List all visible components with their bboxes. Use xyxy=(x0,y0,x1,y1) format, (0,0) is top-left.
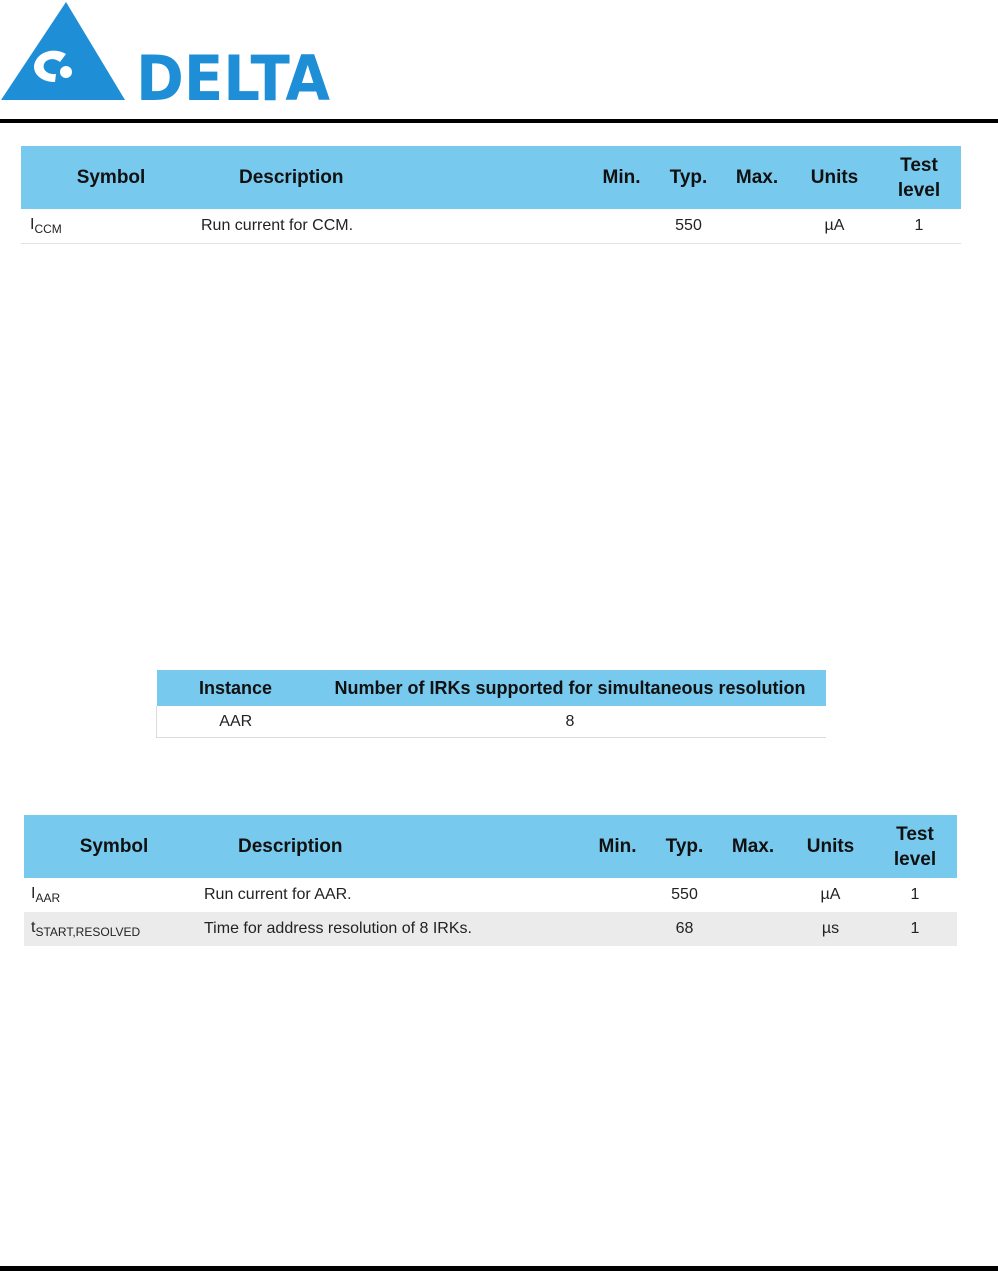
table-row xyxy=(24,912,957,946)
table-header-row xyxy=(157,670,826,706)
table-row xyxy=(24,878,957,912)
logo-wordmark: DELTA xyxy=(136,42,331,104)
description-cell: Run current for CCM. xyxy=(201,209,588,244)
symbol-cell: $t_{START,RESOLVED}$ xyxy=(24,912,204,946)
table-header-row xyxy=(24,815,957,878)
col-typ: Typ. xyxy=(651,815,718,878)
min-cell xyxy=(588,209,655,244)
col-typ: Typ. xyxy=(655,146,722,209)
col-units: Units xyxy=(788,815,873,878)
header-rule xyxy=(0,119,998,123)
table-row xyxy=(157,706,826,738)
ccm-current-table xyxy=(21,146,961,244)
col-symbol: Symbol xyxy=(21,146,201,209)
col-test-level: Test level xyxy=(877,146,961,209)
irk-instance-table xyxy=(156,670,826,738)
description-cell: Run current for AAR. xyxy=(204,886,352,903)
col-symbol: Symbol xyxy=(24,815,204,878)
col-test-level: Test level xyxy=(873,815,957,878)
symbol-cell: $I_{CCM}$ xyxy=(21,209,201,244)
units-cell: µA xyxy=(820,886,841,903)
max-cell xyxy=(718,912,788,946)
col-units: Units xyxy=(792,146,877,209)
aar-current-table xyxy=(24,815,957,946)
max-cell xyxy=(722,209,792,244)
table-header-row xyxy=(21,146,961,209)
col-description: Description xyxy=(201,146,588,209)
instance-cell: AAR xyxy=(157,706,315,738)
typ-cell: 550 xyxy=(655,209,722,244)
symbol-cell: $I_{AAR}$ xyxy=(31,885,61,905)
logo-triangle xyxy=(1,2,125,100)
units-cell: µA xyxy=(792,209,877,244)
col-max: Max. xyxy=(722,146,792,209)
min-cell xyxy=(584,912,651,946)
typ-cell: 68 xyxy=(651,912,718,946)
col-max: Max. xyxy=(718,815,788,878)
col-irk-count: Number of IRKs supported for simultaneous resolution xyxy=(315,670,826,706)
test-level-cell: 1 xyxy=(873,912,957,946)
footer-rule xyxy=(0,1266,998,1271)
units-cell: µs xyxy=(788,912,873,946)
logo-dot xyxy=(60,66,72,78)
delta-logo xyxy=(0,0,332,104)
col-description: Description xyxy=(204,815,584,878)
col-min: Min. xyxy=(584,815,651,878)
max-cell xyxy=(718,878,788,912)
col-instance: Instance xyxy=(157,670,315,706)
min-cell xyxy=(584,878,651,912)
col-min: Min. xyxy=(588,146,655,209)
test-level-cell: 1 xyxy=(877,209,961,244)
test-level-cell: 1 xyxy=(910,886,920,903)
table-row xyxy=(21,209,961,244)
irk-count-cell: 8 xyxy=(315,706,826,738)
description-cell: Time for address resolution of 8 IRKs. xyxy=(204,912,584,946)
typ-cell: 550 xyxy=(671,886,698,903)
